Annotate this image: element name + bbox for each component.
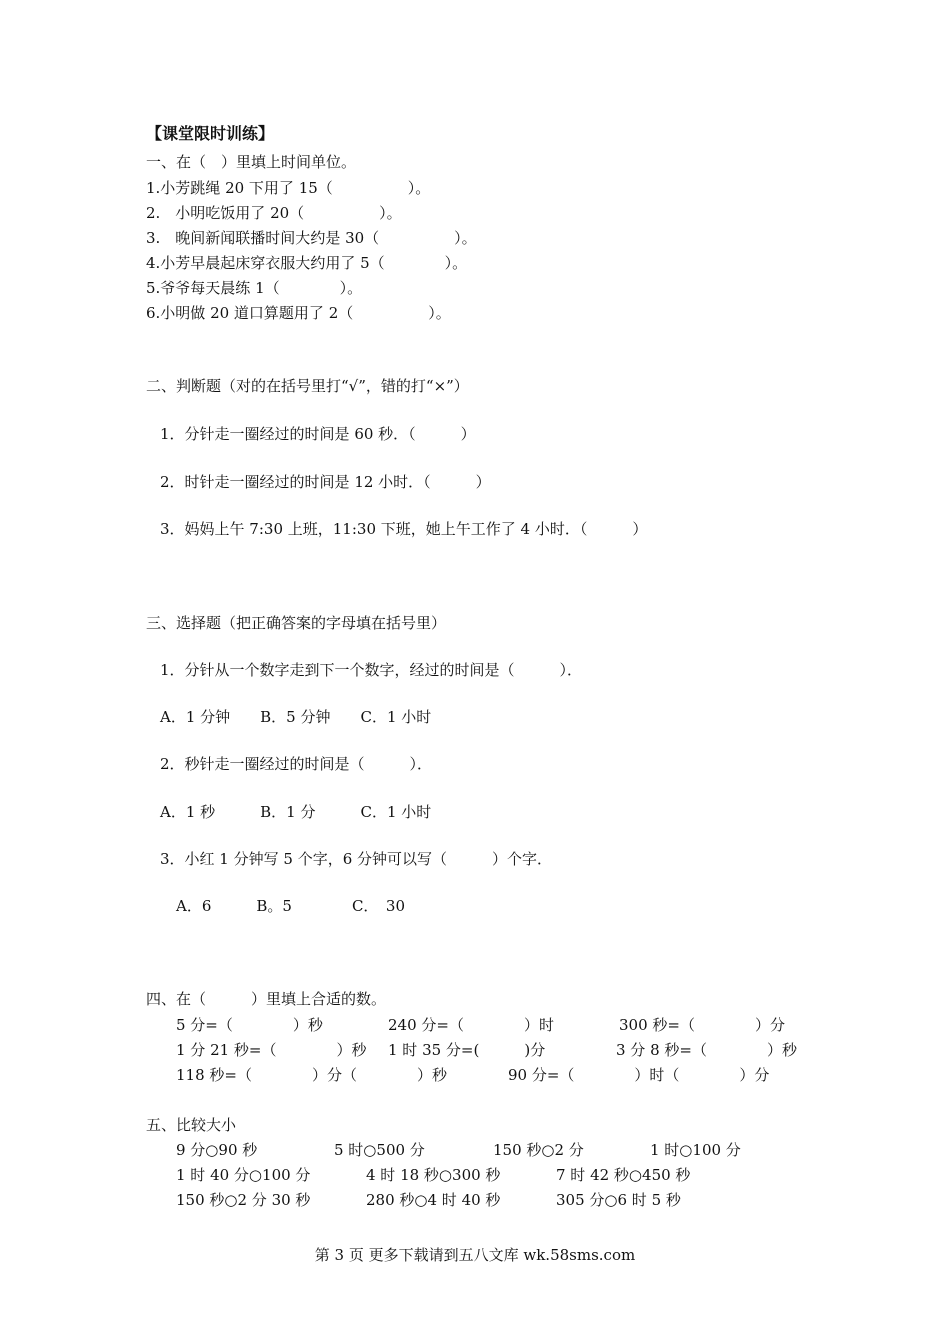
fill-item: 5 分=（ ）秒 (176, 1016, 323, 1034)
compare-item: 1 时○100 分 (650, 1141, 741, 1159)
page-footer: 第 3 页 更多下载请到五八文库 wk.58sms.com (314, 1246, 636, 1264)
question-3: 3．小红 1 分钟写 5 个字，6 分钟可以写（ ）个字． (160, 850, 553, 868)
fill-item: 90 分=（ ）时（ ）分 (508, 1066, 770, 1084)
compare-item: 150 秒○2 分 (493, 1141, 584, 1159)
question-2: 2．秒针走一圈经过的时间是（ ）． (160, 755, 433, 773)
compare-item: 9 分○90 秒 (176, 1141, 258, 1159)
list-item: 1．分针走一圈经过的时间是 60 秒．（ ） (160, 425, 476, 443)
compare-item: 150 秒○2 分 30 秒 (176, 1191, 311, 1209)
question-2-options: A．1 秒 B．1 分 C．1 小时 (160, 803, 432, 821)
section-5-heading: 五、比较大小 (146, 1116, 237, 1134)
section-3-heading: 三、选择题（把正确答案的字母填在括号里） (146, 614, 447, 632)
fill-item: 3 分 8 秒=（ ）秒 (616, 1041, 797, 1059)
list-item: 2. 小明吃饭用了 20（ ）。 (146, 204, 402, 222)
compare-item: 305 分○6 时 5 秒 (556, 1191, 681, 1209)
list-item: 3. 晚间新闻联播时间大约是 30（ ）。 (146, 229, 477, 247)
question-3-options: A．6 B。5 C． 30 (176, 897, 406, 915)
compare-item: 7 时 42 秒○450 秒 (556, 1166, 691, 1184)
fill-item: 1 时 35 分=( )分 (388, 1041, 546, 1059)
compare-item: 4 时 18 秒○300 秒 (366, 1166, 501, 1184)
fill-item: 240 分=（ ）时 (388, 1016, 554, 1034)
fill-item: 118 秒=（ ）分（ ）秒 (176, 1066, 447, 1084)
list-item: 5.爷爷每天晨练 1（ ）。 (146, 279, 363, 297)
compare-item: 280 秒○4 时 40 秒 (366, 1191, 501, 1209)
page-title: 【课堂限时训练】 (146, 124, 275, 143)
list-item: 1.小芳跳绳 20 下用了 15（ ）。 (146, 179, 431, 197)
fill-item: 300 秒=（ ）分 (619, 1016, 785, 1034)
list-item: 6.小明做 20 道口算题用了 2（ ）。 (146, 304, 451, 322)
question-1-options: A．1 分钟 B．5 分钟 C．1 小时 (160, 708, 432, 726)
section-4-heading: 四、在（ ）里填上合适的数。 (146, 990, 387, 1008)
section-1-heading: 一、在（ ）里填上时间单位。 (146, 153, 357, 171)
compare-item: 1 时 40 分○100 分 (176, 1166, 311, 1184)
list-item: 4.小芳早晨起床穿衣服大约用了 5（ ）。 (146, 254, 468, 272)
list-item: 2．时针走一圈经过的时间是 12 小时．（ ） (160, 473, 491, 491)
list-item: 3．妈妈上午 7:30 上班，11:30 下班，她上午工作了 4 小时．（ ） (160, 520, 648, 538)
section-2-heading: 二、判断题（对的在括号里打“√”，错的打“×”） (146, 377, 469, 395)
fill-item: 1 分 21 秒=（ ）秒 (176, 1041, 367, 1059)
question-1: 1．分针从一个数字走到下一个数字，经过的时间是（ ）． (160, 661, 583, 679)
compare-item: 5 时○500 分 (334, 1141, 425, 1159)
